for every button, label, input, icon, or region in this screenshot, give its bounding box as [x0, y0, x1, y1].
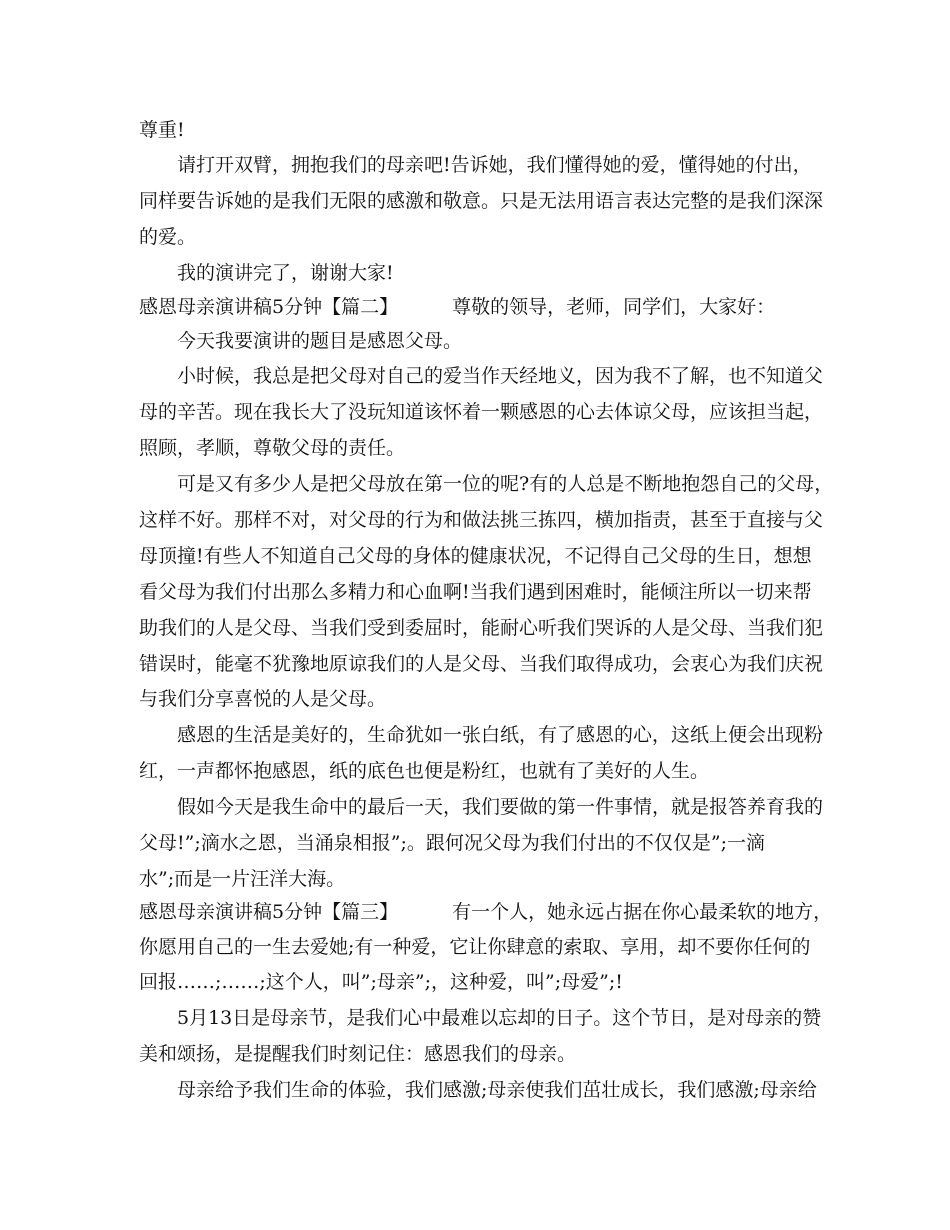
text-line: 今天我要演讲的题目是感恩父母。 [177, 330, 463, 352]
text-line: 你愿用自己的一生去爱她;有一种爱，它让你肆意的索取、享用，却不要你任何的 [139, 936, 811, 958]
text-line: 假如今天是我生命中的最后一天，我们要做的第一件事情，就是报答养育我的 [177, 796, 824, 818]
text-line: 5月13日是母亲节，是我们心中最难以忘却的日子。这个节日，是对母亲的赞 [177, 1007, 822, 1029]
text-line: 错误时，能毫不犹豫地原谅我们的人是父母、当我们取得成功，会衷心为我们庆祝 [139, 653, 824, 675]
text-line: 小时候，我总是把父母对自己的爱当作天经地义，因为我不了解，也不知道父 [177, 365, 824, 387]
section-heading [139, 900, 832, 924]
text-line: 请打开双臂，拥抱我们的母亲吧!告诉她，我们懂得她的爱，懂得她的付出， [177, 154, 812, 176]
text-line: 看父母为我们付出那么多精力和心血啊!当我们遇到困难时，能倾注所以一切来帮 [139, 581, 812, 603]
text-line: 母亲给予我们生命的体验，我们感激;母亲使我们茁壮成长，我们感激;母亲给 [177, 1079, 817, 1101]
heading-title: 感恩母亲演讲稿5分钟【篇三】 [139, 901, 399, 923]
text-line: 母的辛苦。现在我长大了没玩知道该怀着一颗感恩的心去体谅父母，应该担当起， [139, 401, 824, 423]
text-line: 同样要告诉她的是我们无限的感激和敬意。只是无法用语言表达完整的是我们深深 [139, 190, 824, 212]
text-line: 可是又有多少人是把父母放在第一位的呢?有的人总是不断地抱怨自己的父母， [177, 473, 834, 495]
text-line: 我的演讲完了，谢谢大家! [177, 262, 394, 284]
text-line: 父母!”;滴水之恩，当涌泉相报”;。跟何况父母为我们付出的不仅仅是”;一滴 [139, 832, 765, 854]
text-line: 尊重! [139, 119, 185, 141]
text-line: 母顶撞!有些人不知道自己父母的身体的健康状况，不记得自己父母的生日，想想 [139, 545, 812, 567]
text-line: 美和颂扬，是提醒我们时刻记住：感恩我们的母亲。 [139, 1043, 577, 1065]
section-heading [139, 295, 775, 319]
text-line: 照顾，孝顺，尊敬父母的责任。 [139, 437, 406, 459]
text-line: 回报……;……;这个人，叫”;母亲”;，这种爱，叫”;母爱”;! [139, 971, 623, 993]
text-line: 的爱。 [139, 226, 197, 248]
heading-intro: 有一个人，她永远占据在你心最柔软的地方， [452, 901, 833, 923]
text-line: 与我们分享喜悦的人是父母。 [139, 688, 387, 710]
heading-greeting: 尊敬的领导，老师，同学们，大家好： [452, 296, 776, 318]
text-line: 红，一声都怀抱感恩，纸的底色也便是粉红，也就有了美好的人生。 [139, 760, 710, 782]
text-line: 水”;而是一片汪洋大海。 [139, 868, 346, 890]
text-line: 助我们的人是父母、当我们受到委屈时，能耐心听我们哭诉的人是父母、当我们犯 [139, 617, 824, 639]
text-line: 感恩的生活是美好的，生命犹如一张白纸，有了感恩的心，这纸上便会出现粉 [177, 724, 824, 746]
text-line: 这样不好。那样不对，对父母的行为和做法挑三拣四，横加指责，甚至于直接与父 [139, 509, 824, 531]
heading-title: 感恩母亲演讲稿5分钟【篇二】 [139, 296, 399, 318]
